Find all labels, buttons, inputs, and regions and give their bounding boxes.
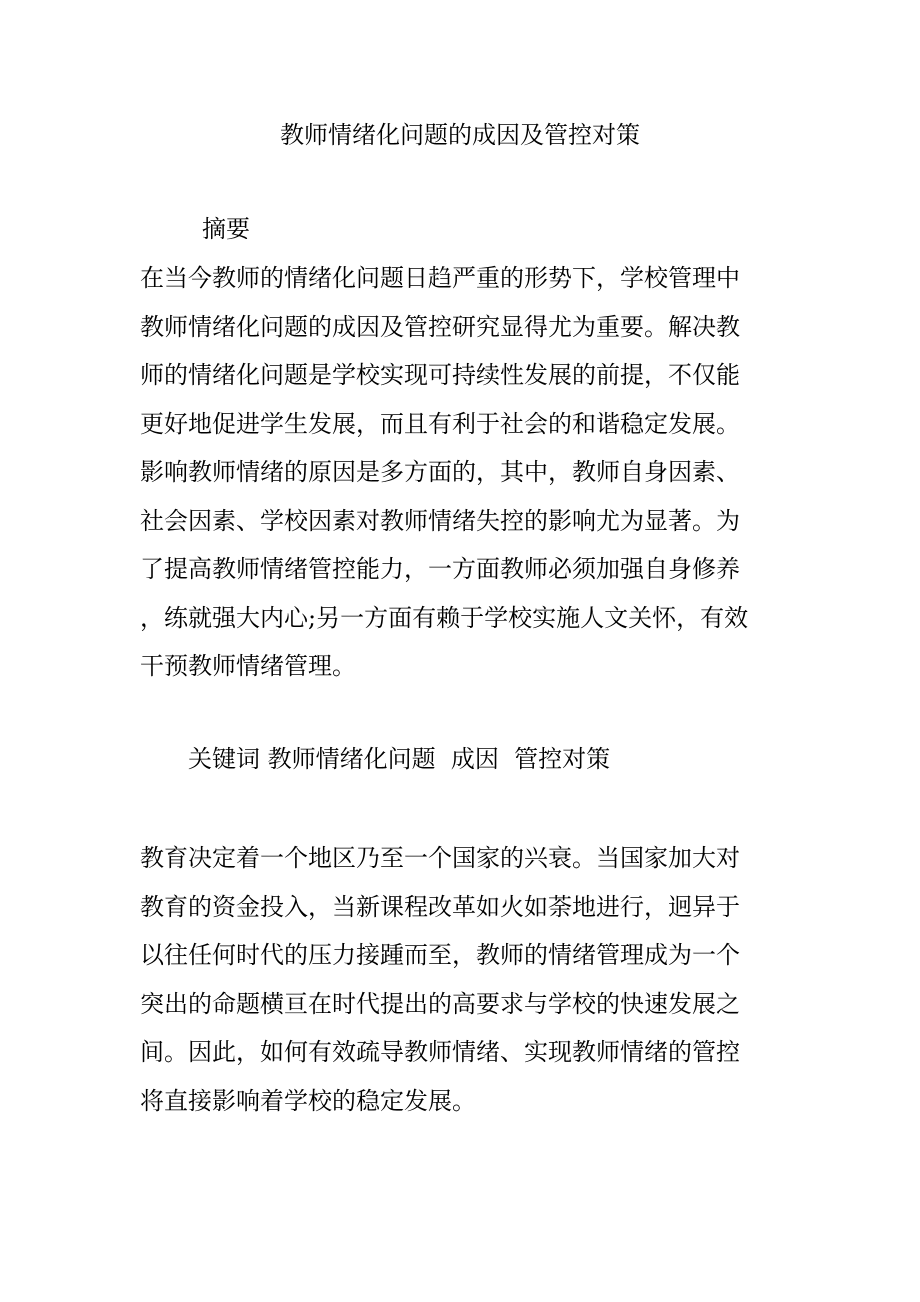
abstract-heading: 摘要: [202, 215, 250, 243]
keywords-line: 关键词 教师情绪化问题 成因 管控对策: [188, 745, 611, 773]
abstract-line: ，练就强大内心;另一方面有赖于学校实施人文关怀，有效: [140, 603, 749, 632]
abstract-line: 在当今教师的情绪化问题日趋严重的形势下，学校管理中: [140, 264, 740, 292]
body-line: 将直接影响着学校的稳定发展。: [140, 1086, 476, 1115]
abstract-line: 干预教师情绪管理。: [140, 652, 356, 680]
abstract-line: 教师情绪化问题的成因及管控研究显得尤为重要。解决教: [140, 312, 740, 341]
abstract-line: 了提高教师情绪管控能力，一方面教师必须加强自身修养: [140, 555, 740, 583]
abstract-line: 更好地促进学生发展，而且有利于社会的和谐稳定发展。: [140, 409, 740, 438]
body-line: 教育决定着一个地区乃至一个国家的兴衰。当国家加大对: [140, 844, 740, 872]
abstract-line: 影响教师情绪的原因是多方面的，其中，教师自身因素、: [140, 458, 740, 486]
body-line: 教育的资金投入，当新课程改革如火如荼地进行，迥异于: [140, 892, 740, 921]
document-title: 教师情绪化问题的成因及管控对策: [280, 121, 640, 149]
body-line: 突出的命题横亘在时代提出的高要求与学校的快速发展之: [140, 989, 740, 1018]
body-paragraph: [140, 840, 780, 1131]
abstract-line: 社会因素、学校因素对教师情绪失控的影响尤为显著。为: [140, 506, 740, 535]
abstract-paragraph: [140, 260, 780, 697]
body-line: 以往任何时代的压力接踵而至，教师的情绪管理成为一个: [140, 941, 740, 969]
abstract-line: 师的情绪化问题是学校实现可持续性发展的前提，不仅能: [140, 361, 740, 389]
body-line: 间。因此，如何有效疏导教师情绪、实现教师情绪的管控: [140, 1038, 740, 1066]
